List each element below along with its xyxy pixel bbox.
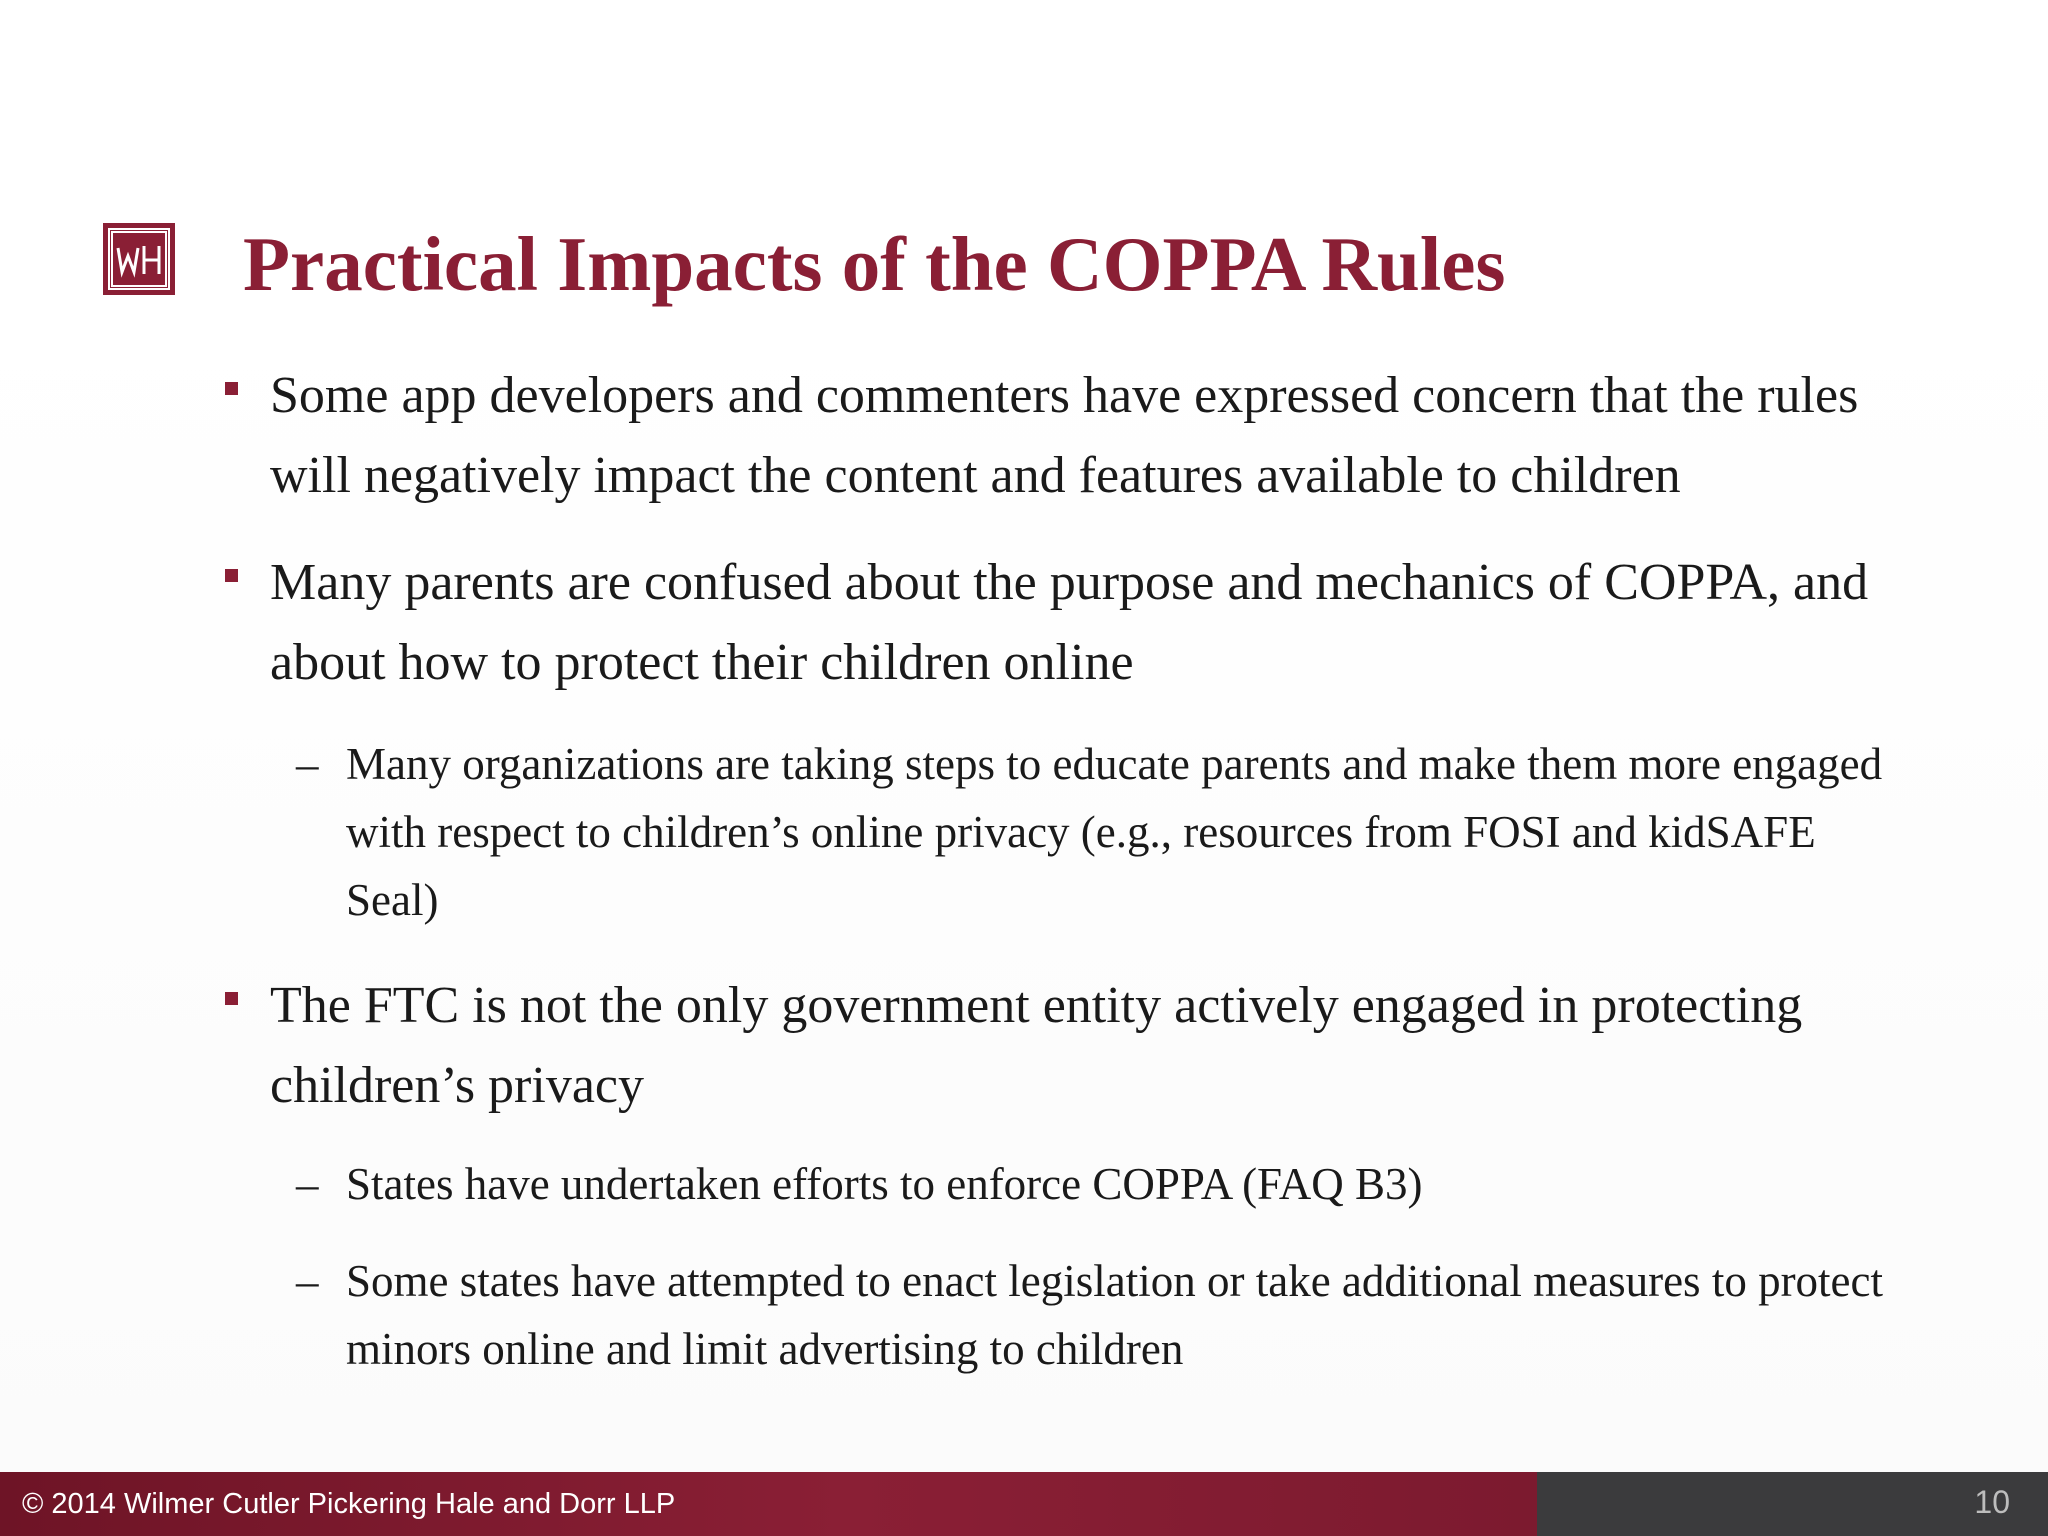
footer-brand-band [0, 1472, 1537, 1536]
bullet-item [270, 966, 1930, 1126]
wilmerhale-logo-icon [103, 223, 175, 295]
bullet-item [270, 543, 1930, 703]
wh-logo-mark [106, 226, 172, 292]
subbullet-item [296, 1247, 1906, 1383]
bullet-text: Some app developers and commenters have expressed concern that the rules will negatively impact the content and features available to children [270, 367, 1859, 504]
bullet-text: Many parents are confused about the purpose and mechanics of COPPA, and about how to protect their children online [270, 554, 1869, 691]
dash-icon: – [296, 1256, 319, 1306]
bullet-square-icon [225, 992, 238, 1005]
dash-icon: – [296, 1159, 319, 1209]
subbullet-text: States have undertaken efforts to enforce COPPA (FAQ B3) [346, 1159, 1423, 1209]
subbullet-item [296, 730, 1906, 934]
bullet-text: The FTC is not the only government entity actively engaged in protecting children’s privacy [270, 977, 1803, 1114]
subbullet-item [296, 1150, 1906, 1218]
subbullet-text: Some states have attempted to enact legislation or take additional measures to protect minors online and limit advertising to children [346, 1256, 1884, 1374]
footer-bar [0, 1472, 2048, 1536]
bullet-item [270, 356, 1930, 516]
dash-icon: – [296, 739, 319, 789]
bullet-square-icon [225, 569, 238, 582]
subbullet-text: Many organizations are taking steps to educate parents and make them more engaged with respect to children’s online privacy (e.g., resources from FOSI and kidSAFE Seal) [346, 739, 1883, 925]
page-number: 10 [1974, 1484, 2010, 1520]
copyright-text: © 2014 Wilmer Cutler Pickering Hale and Dorr LLP [22, 1488, 676, 1520]
slide-title: Practical Impacts of the COPPA Rules [243, 221, 1506, 307]
bullet-square-icon [225, 382, 238, 395]
